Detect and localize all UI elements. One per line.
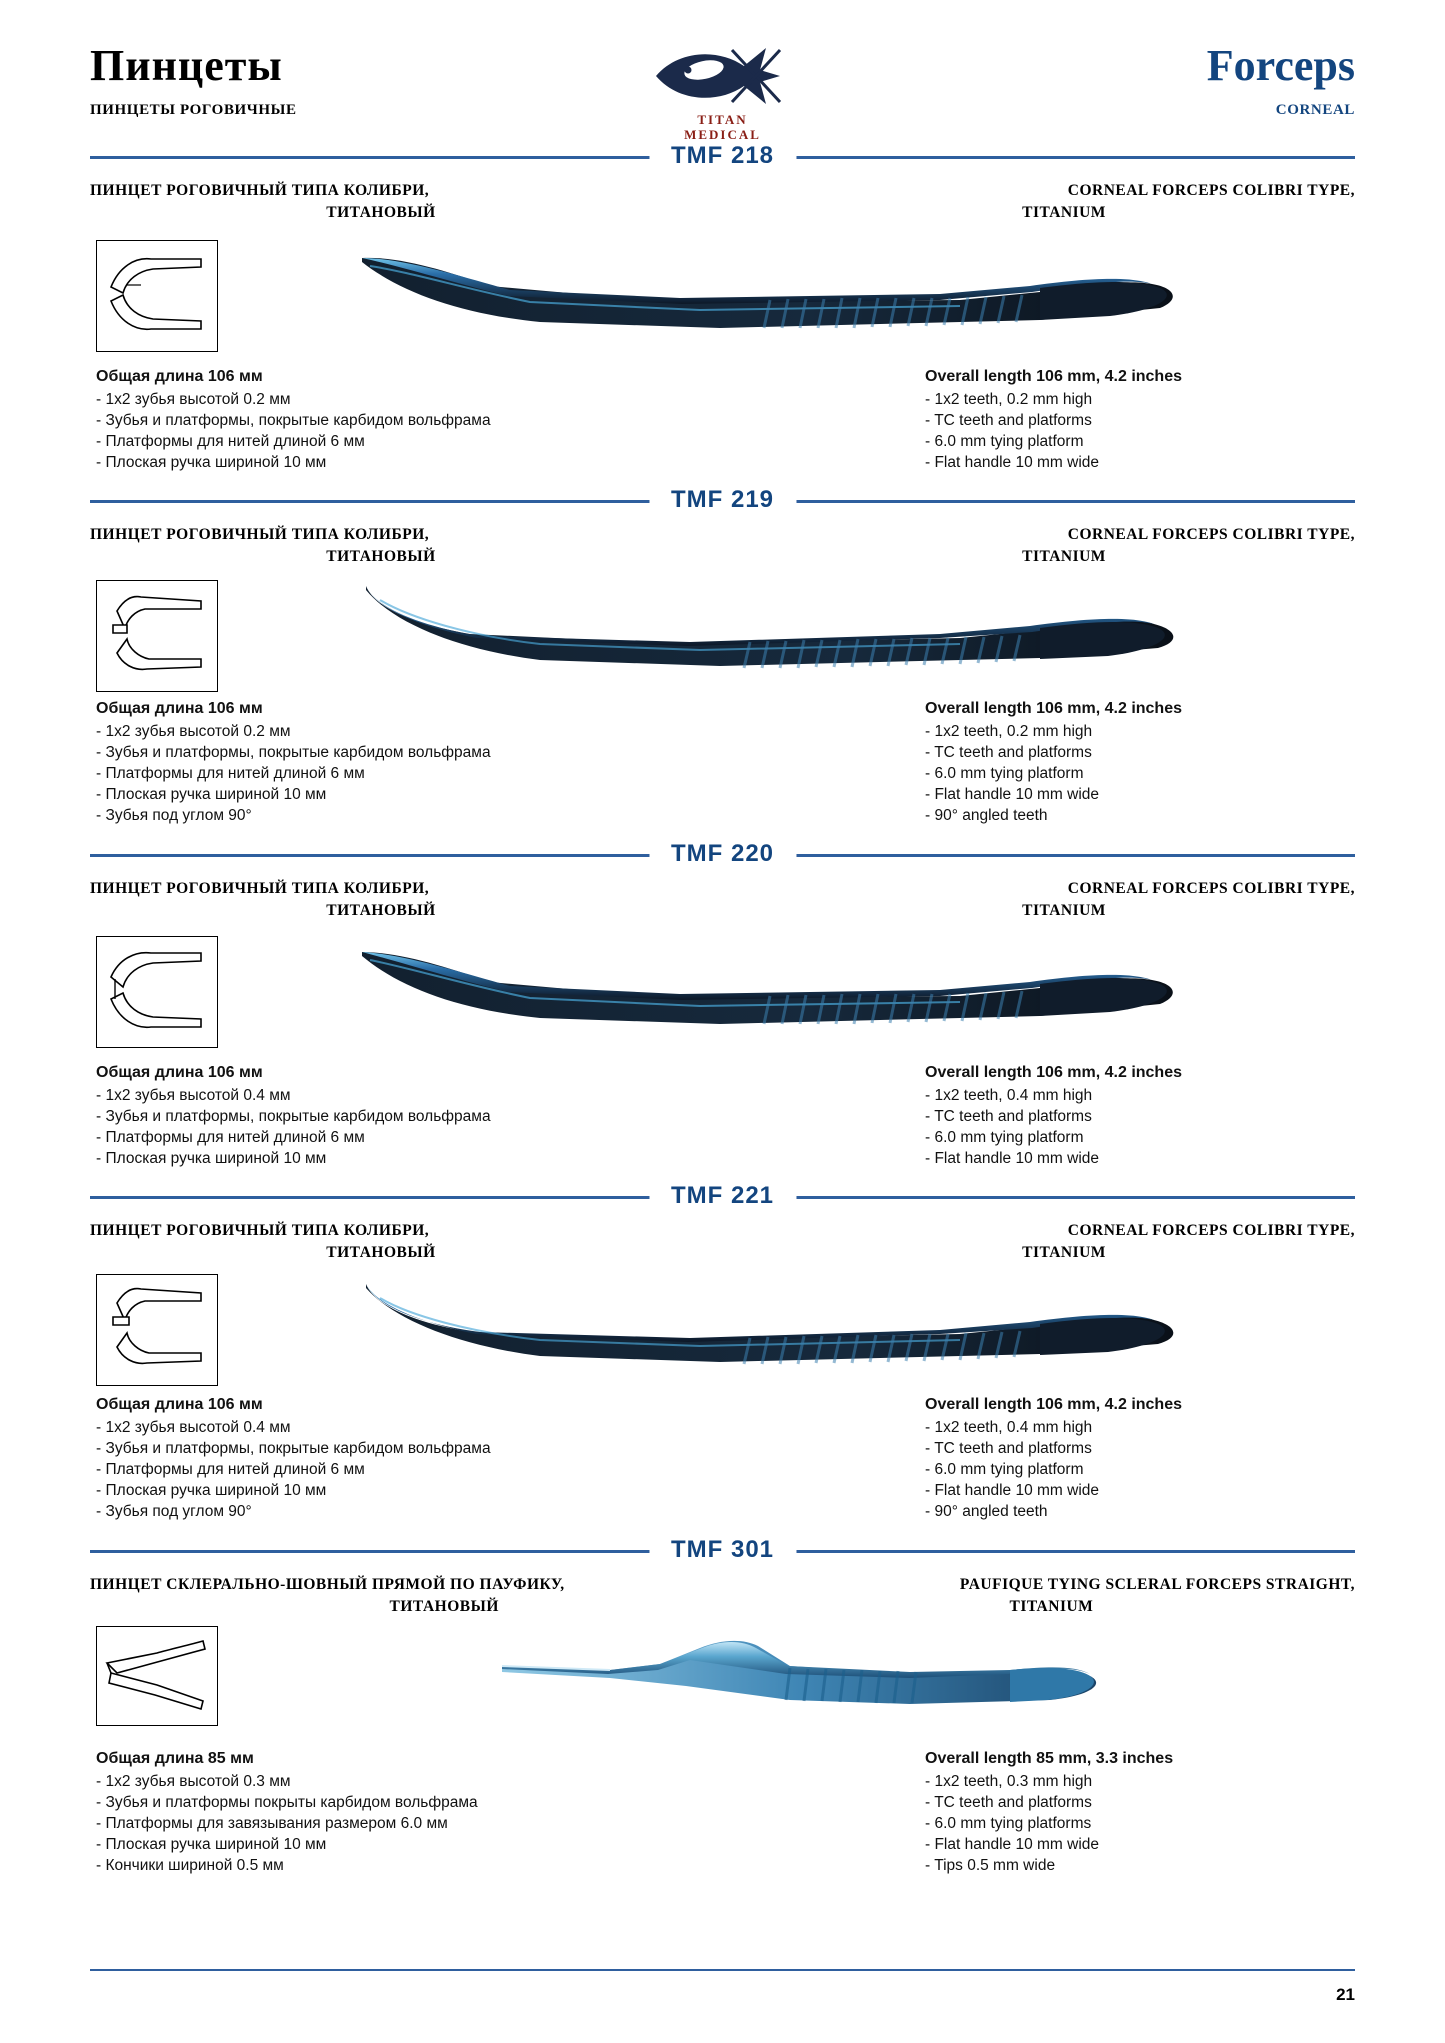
spec-line: - 6.0 mm tying platform (925, 764, 1084, 782)
spec-column-en (925, 1748, 1355, 1876)
spec-column-ru (96, 1394, 716, 1522)
spec-head-en: Overall length 85 mm, 3.3 inches (925, 1750, 1174, 1767)
spec-line: - Платформы для завязывания размером 6.0 мм (96, 1814, 448, 1832)
spec-head-en: Overall length 106 mm, 4.2 inches (925, 700, 1182, 717)
spec-line: - 1x2 зубья высотой 0.2 мм (96, 722, 291, 740)
page-subtitle-en: CORNEAL (1275, 102, 1355, 118)
spec-head-ru: Общая длина 106 мм (96, 1064, 263, 1081)
paufique-forceps-line-icon (97, 1627, 216, 1724)
product-name-en (773, 180, 1355, 225)
product-name-en-line2: TITANIUM (1022, 902, 1106, 920)
spec-line: - 90° angled teeth (925, 807, 1048, 825)
spec-line: - Зубья и платформы, покрытые карбидом вольфрама (96, 411, 491, 429)
spec-line: - Зубья и платформы, покрытые карбидом вольфрама (96, 1439, 491, 1457)
spec-head-ru: Общая длина 106 мм (96, 700, 263, 717)
spec-line: - Flat handle 10 mm wide (925, 785, 1100, 803)
product-code: TMF 220 (649, 840, 796, 868)
logo-text-line1: TITAN (697, 112, 748, 127)
product-name-ru-line1: ПИНЦЕТ РОГОВИЧНЫЙ ТИПА КОЛИБРИ, (90, 1222, 430, 1239)
product-name-en-line2: TITANIUM (1022, 1244, 1106, 1262)
spec-head-ru: Общая длина 106 мм (96, 1396, 263, 1413)
spec-line: - Tips 0.5 mm wide (925, 1857, 1056, 1875)
spec-line: - 1x2 teeth, 0.2 mm high (925, 390, 1093, 408)
spec-line: - Зубья и платформы, покрытые карбидом вольфрама (96, 743, 491, 761)
line-drawing-thumbnail (96, 1626, 218, 1726)
spec-line: - Зубья и платформы покрыты карбидом вольфрама (96, 1793, 478, 1811)
product-name-en-line1: CORNEAL FORCEPS COLIBRI TYPE, (1067, 526, 1355, 543)
product-name-ru-line2: ТИТАНОВЫЙ (326, 1244, 436, 1262)
product-photo (340, 236, 1230, 361)
product-name-ru-line1: ПИНЦЕТ СКЛЕРАЛЬНО-ШОВНЫЙ ПРЯМОЙ ПО ПАУФИКУ, (90, 1576, 565, 1593)
page-header (90, 0, 1355, 140)
spec-line: - 1x2 зубья высотой 0.3 мм (96, 1772, 291, 1790)
spec-line: - TC teeth and platforms (925, 1439, 1092, 1457)
colibri-forceps-angled-line-icon (97, 581, 216, 690)
header-right (1206, 41, 1355, 119)
spec-column-ru (96, 1748, 716, 1876)
product-image-area (90, 236, 1355, 366)
spec-column-ru (96, 698, 716, 826)
spec-column-en (925, 1062, 1355, 1169)
spec-line: - Flat handle 10 mm wide (925, 1481, 1100, 1499)
spec-line: - TC teeth and platforms (925, 1107, 1092, 1125)
spec-line: - 6.0 mm tying platform (925, 1460, 1084, 1478)
titan-medical-logo (643, 40, 803, 141)
spec-line: - Зубья под углом 90° (96, 807, 252, 825)
product-name-en-line1: PAUFIQUE TYING SCLERAL FORCEPS STRAIGHT, (959, 1576, 1355, 1593)
product-name-en-line1: CORNEAL FORCEPS COLIBRI TYPE, (1067, 182, 1355, 199)
product-name-en (748, 1574, 1355, 1619)
spec-line: - 6.0 mm tying platform (925, 1128, 1084, 1146)
spec-line: - Платформы для нитей длиной 6 мм (96, 764, 365, 782)
spec-head-en: Overall length 106 mm, 4.2 inches (925, 1396, 1182, 1413)
spec-line: - 1x2 зубья высотой 0.4 мм (96, 1086, 291, 1104)
product-photo (340, 576, 1230, 696)
spec-line: - Плоская ручка шириной 10 мм (96, 453, 327, 471)
product-name-en-line1: CORNEAL FORCEPS COLIBRI TYPE, (1067, 1222, 1355, 1239)
spec-line: - Плоская ручка шириной 10 мм (96, 1835, 327, 1853)
product-name-en (773, 1220, 1355, 1265)
colibri-forceps-angled-line-icon (97, 1275, 216, 1384)
product-names (90, 878, 1355, 934)
product-name-ru-line2: ТИТАНОВЫЙ (326, 204, 436, 222)
product-name-en-line2: TITANIUM (1009, 1598, 1094, 1616)
page-number: 21 (1336, 1985, 1355, 2004)
product-names (90, 1220, 1355, 1276)
product-photo (490, 1622, 1210, 1742)
product-name-ru (90, 1574, 798, 1619)
product-code: TMF 301 (649, 1536, 796, 1564)
spec-line: - Платформы для нитей длиной 6 мм (96, 432, 365, 450)
product-photo (340, 1270, 1230, 1390)
spec-line: - TC teeth and platforms (925, 411, 1092, 429)
product-image-area (90, 580, 1355, 698)
spec-line: - 1x2 teeth, 0.4 mm high (925, 1418, 1093, 1436)
footer-rule (90, 1969, 1355, 1971)
spec-line: - 1x2 зубья высотой 0.2 мм (96, 390, 291, 408)
spec-line: - Плоская ручка шириной 10 мм (96, 1481, 327, 1499)
spec-line: - TC teeth and platforms (925, 743, 1092, 761)
spec-column-ru (96, 366, 716, 473)
product-name-en-line2: TITANIUM (1022, 548, 1106, 566)
logo-fish-icon (648, 40, 798, 112)
spec-column-en (925, 698, 1355, 826)
product-specs (90, 366, 1355, 484)
spec-column-en (925, 1394, 1355, 1522)
spec-line: - Flat handle 10 mm wide (925, 1149, 1100, 1167)
spec-line: - Платформы для нитей длиной 6 мм (96, 1128, 365, 1146)
line-drawing-thumbnail (96, 580, 218, 692)
product-photo (340, 934, 1230, 1059)
spec-line: - Плоская ручка шириной 10 мм (96, 1149, 327, 1167)
product-code-bar (90, 1536, 1355, 1566)
product-code-bar (90, 142, 1355, 172)
line-drawing-thumbnail (96, 936, 218, 1048)
spec-line: - Платформы для нитей длиной 6 мм (96, 1460, 365, 1478)
page-title-en: Forceps (1206, 41, 1355, 90)
product-name-ru-line1: ПИНЦЕТ РОГОВИЧНЫЙ ТИПА КОЛИБРИ, (90, 526, 430, 543)
product-name-en-line2: TITANIUM (1022, 204, 1106, 222)
product-name-ru (90, 878, 672, 923)
spec-line: - 6.0 mm tying platform (925, 432, 1084, 450)
spec-line: - 90° angled teeth (925, 1503, 1048, 1521)
line-drawing-thumbnail (96, 240, 218, 352)
product-code: TMF 219 (649, 486, 796, 514)
product-code-bar (90, 840, 1355, 870)
spec-line: - Зубья под углом 90° (96, 1503, 252, 1521)
product-code: TMF 218 (649, 142, 796, 170)
spec-line: - Flat handle 10 mm wide (925, 1835, 1100, 1853)
spec-line: - 1x2 teeth, 0.4 mm high (925, 1086, 1093, 1104)
spec-column-en (925, 366, 1355, 473)
product-name-ru (90, 1220, 672, 1265)
spec-line: - Flat handle 10 mm wide (925, 453, 1100, 471)
spec-line: - Зубья и платформы, покрытые карбидом вольфрама (96, 1107, 491, 1125)
product-code: TMF 221 (649, 1182, 796, 1210)
product-name-en (773, 524, 1355, 569)
product-name-ru-line1: ПИНЦЕТ РОГОВИЧНЫЙ ТИПА КОЛИБРИ, (90, 880, 430, 897)
product-name-ru (90, 524, 672, 569)
product-specs (90, 1748, 1355, 1888)
spec-line: - 1x2 teeth, 0.3 mm high (925, 1772, 1093, 1790)
product-specs (90, 698, 1355, 838)
spec-head-ru: Общая длина 106 мм (96, 368, 263, 385)
product-name-en-line1: CORNEAL FORCEPS COLIBRI TYPE, (1067, 880, 1355, 897)
spec-head-en: Overall length 106 mm, 4.2 inches (925, 1064, 1182, 1081)
header-left (90, 41, 297, 119)
line-drawing-thumbnail (96, 1274, 218, 1386)
product-names (90, 180, 1355, 236)
product-name-ru (90, 180, 672, 225)
spec-head-ru: Общая длина 85 мм (96, 1750, 254, 1767)
product-image-area (90, 1630, 1355, 1748)
page-subtitle-ru: ПИНЦЕТЫ РОГОВИЧНЫЕ (90, 102, 297, 118)
product-name-ru-line2: ТИТАНОВЫЙ (326, 548, 436, 566)
spec-line: - TC teeth and platforms (925, 1793, 1092, 1811)
product-image-area (90, 934, 1355, 1062)
product-code-bar (90, 486, 1355, 516)
spec-line: - 1x2 зубья высотой 0.4 мм (96, 1418, 291, 1436)
spec-column-ru (96, 1062, 716, 1169)
spec-line: - 1x2 teeth, 0.2 mm high (925, 722, 1093, 740)
logo-text-line2: MEDICAL (684, 126, 761, 142)
spec-head-en: Overall length 106 mm, 4.2 inches (925, 368, 1182, 385)
product-image-area (90, 1276, 1355, 1394)
product-specs (90, 1394, 1355, 1534)
product-names (90, 524, 1355, 580)
product-name-en (773, 878, 1355, 923)
product-name-ru-line2: ТИТАНОВЫЙ (389, 1598, 499, 1616)
spec-line: - Кончики шириной 0.5 мм (96, 1857, 284, 1875)
page-title-ru: Пинцеты (90, 41, 283, 90)
spec-line: - Плоская ручка шириной 10 мм (96, 785, 327, 803)
product-name-ru-line2: ТИТАНОВЫЙ (326, 902, 436, 920)
product-name-ru-line1: ПИНЦЕТ РОГОВИЧНЫЙ ТИПА КОЛИБРИ, (90, 182, 430, 199)
product-code-bar (90, 1182, 1355, 1212)
spec-line: - 6.0 mm tying platforms (925, 1814, 1092, 1832)
colibri-forceps-line-icon (97, 241, 216, 350)
product-specs (90, 1062, 1355, 1180)
colibri-forceps-line-icon (97, 937, 216, 1046)
